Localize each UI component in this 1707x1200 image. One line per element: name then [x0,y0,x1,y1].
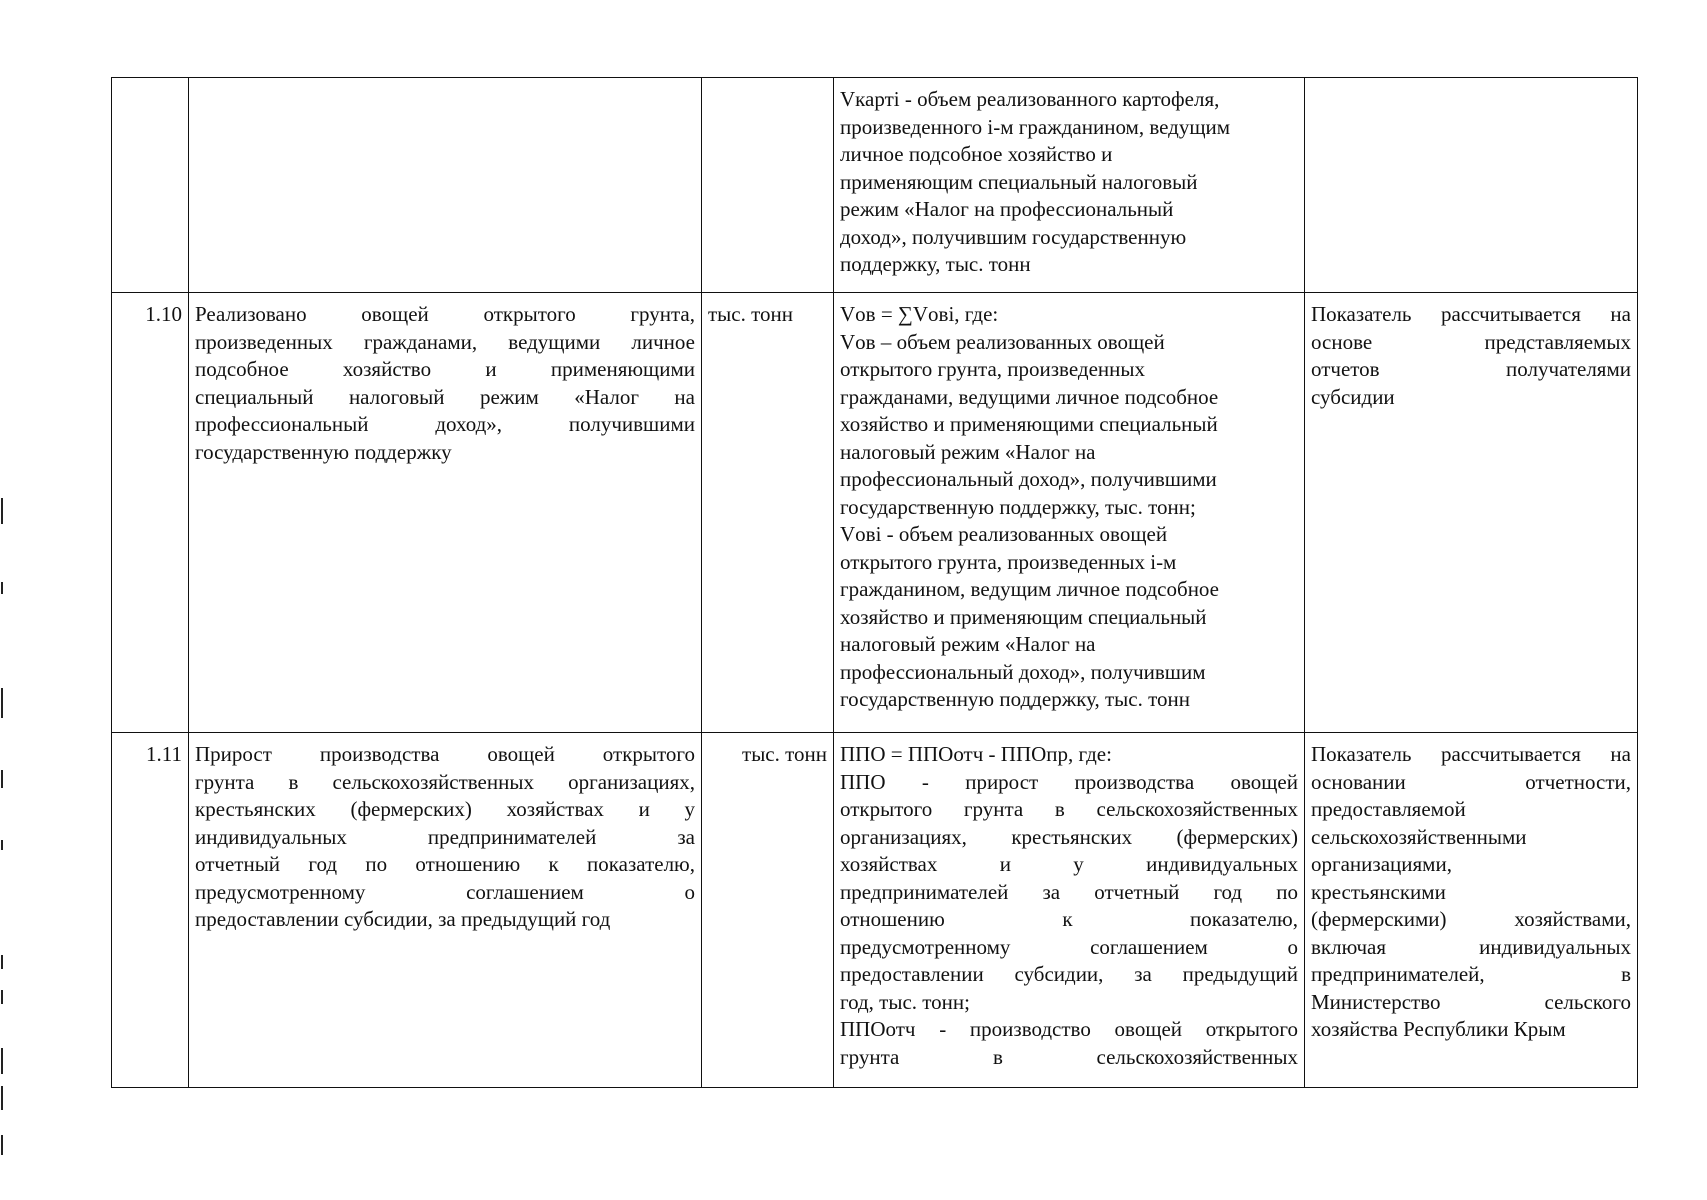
formula-line: Vкартi - объем реализованного картофеля, [840,87,1220,111]
source-line: (фермерскими) хозяйствами, [1311,907,1631,931]
source-line: отчетов получателями [1311,357,1631,381]
formula-line: режим «Налог на профессиональный [840,197,1174,221]
source-line: Министерство сельского [1311,989,1631,1014]
name-line: предусмотренному соглашением о [195,879,695,904]
name-line: отчетный год по отношению к показателю, [195,852,695,876]
unit-text: тыс. тонн [742,742,827,766]
source-line: Показатель рассчитывается на [1311,302,1631,326]
formula-line: профессиональный доход», получившими [840,467,1217,491]
row-number: 1.11 [146,742,182,766]
source-line: крестьянскими [1311,879,1446,904]
formula-line: открытого грунта, произведенных [840,357,1145,381]
source-cell [1305,733,1638,1088]
formula-line: хозяйствах и у индивидуальных [840,852,1298,876]
unit-text: тыс. тонн [708,302,793,326]
unit-cell [702,733,834,1088]
formula-line: применяющим специальный налоговый [840,169,1198,194]
table-row [112,78,1638,293]
source-line: организациями, [1311,852,1452,876]
formula-line: ППО - прирост производства овощей [840,769,1298,794]
formula-line: открытого грунта, произведенных i-м [840,549,1177,574]
formula-cell [834,293,1305,733]
indicator-name-cell [189,733,702,1088]
source-cell [1305,78,1638,293]
formula-line: отношению к показателю, [840,907,1298,931]
formula-line: хозяйство и применяющими специальный [840,412,1218,436]
row-number-cell [112,293,189,733]
formula-line: государственную поддержку, тыс. тонн [840,687,1190,711]
name-line: индивидуальных предпринимателей за [195,824,695,849]
formula-line: ППОотч - производство овощей открытого [840,1017,1298,1041]
formula-line: Vов = ∑Vовi, где: [840,302,999,326]
source-line: предпринимателей, в [1311,962,1631,986]
formula-line: ППО = ППОотч - ППОпр, где: [840,742,1112,766]
source-line: субсидии [1311,384,1395,409]
name-line: предоставлении субсидии, за предыдущий год [195,907,611,931]
indicators-table [111,77,1638,1088]
formula-line: предоставлении субсидии, за предыдущий [840,962,1298,986]
formula-line: предпринимателей за отчетный год по [840,879,1298,904]
name-line: подсобное хозяйство и применяющими [195,357,695,381]
name-line: специальный налоговый режим «Налог на [195,384,695,409]
source-line: хозяйства Республики Крым [1311,1017,1566,1041]
table-row [112,293,1638,733]
source-line: Показатель рассчитывается на [1311,742,1631,766]
source-line: сельскохозяйственными [1311,824,1527,849]
formula-line: хозяйство и применяющим специальный [840,604,1207,629]
indicator-name-cell [189,78,702,293]
row-number: 1.10 [145,302,182,326]
formula-line: налоговый режим «Налог на [840,632,1096,656]
formula-line: гражданином, ведущим личное подсобное [840,577,1220,601]
row-number-cell [112,733,189,1088]
formula-cell [834,78,1305,293]
name-line: грунта в сельскохозяйственных организациях, [195,769,695,794]
row-number-cell [112,78,189,293]
source-line: включая индивидуальных [1311,934,1631,959]
formula-line: Vов – объем реализованных овощей [840,329,1165,354]
formula-line: Vовi - объем реализованных овощей [840,522,1168,546]
indicator-name-cell [189,293,702,733]
formula-line: год, тыс. тонн; [840,989,970,1014]
unit-cell [702,78,834,293]
name-line: произведенных гражданами, ведущими личное [195,329,695,354]
formula-line: гражданами, ведущими личное подсобное [840,384,1219,409]
formula-line: организациях, крестьянских (фермерских) [840,824,1298,849]
formula-line: профессиональный доход», получившим [840,659,1206,684]
table-row [112,733,1638,1088]
name-line: Реализовано овощей открытого грунта, [195,302,695,326]
unit-cell [702,293,834,733]
formula-line: личное подсобное хозяйство и [840,142,1113,166]
name-line: крестьянских (фермерских) хозяйствах и у [195,797,695,821]
formula-line: государственную поддержку, тыс. тонн; [840,494,1196,519]
formula-line: открытого грунта в сельскохозяйственных [840,797,1298,821]
name-line: профессиональный доход», получившими [195,412,695,436]
formula-line: предусмотренному соглашением о [840,934,1298,959]
source-line: основе представляемых [1311,329,1631,354]
formula-line: поддержку, тыс. тонн [840,252,1031,276]
name-line: государственную поддержку [195,439,452,464]
source-line: предоставляемой [1311,797,1466,821]
name-line: Прирост производства овощей открытого [195,742,695,766]
source-line: основании отчетности, [1311,769,1631,794]
formula-line: налоговый режим «Налог на [840,439,1096,464]
source-cell [1305,293,1638,733]
formula-line: доход», получившим государственную [840,224,1187,249]
formula-line: произведенного i-м гражданином, ведущим [840,114,1231,139]
formula-line: грунта в сельскохозяйственных [840,1044,1298,1069]
formula-cell [834,733,1305,1088]
